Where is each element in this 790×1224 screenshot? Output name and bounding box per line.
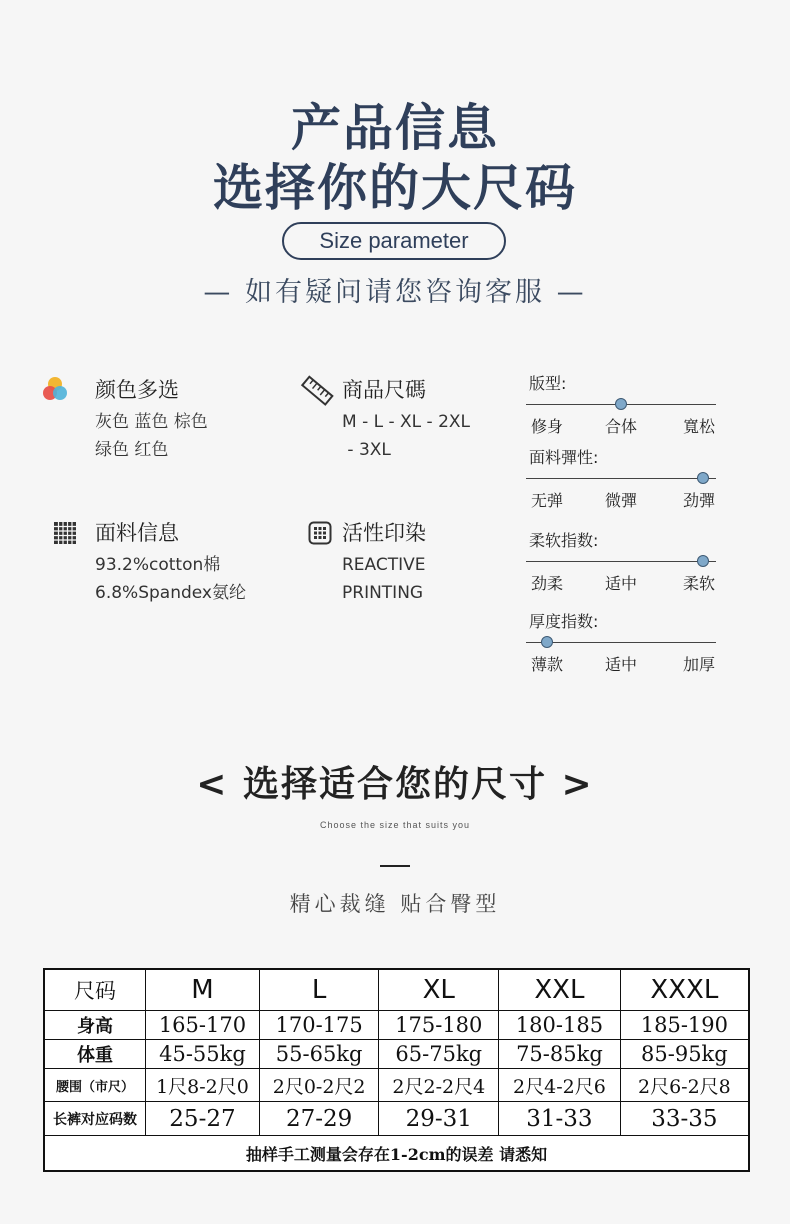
slider-option: 柔软 [683, 574, 716, 593]
table-cell: 2尺6-2尺8 [620, 1069, 749, 1102]
title-product-info: 产品信息 [291, 99, 499, 157]
slider-option: 薄款 [531, 655, 564, 674]
slider-option: 寬松 [683, 417, 716, 436]
slider-knob [697, 472, 709, 484]
choose-size-heading: < 选择适合您的尺寸 > [196, 764, 594, 805]
slider-option: 无弹 [531, 491, 564, 510]
feature-fabric-line1: 93.2%cotton棉 [95, 555, 221, 575]
feature-fabric-line2: 6.8%Spandex氨纶 [95, 583, 246, 603]
table-cell: 25-27 [146, 1102, 260, 1136]
feature-dye-line1: REACTIVE [342, 555, 426, 575]
feature-fabric-title: 面料信息 [95, 521, 179, 545]
table-cell: 55-65kg [259, 1040, 379, 1069]
table-cell: 1尺8-2尺0 [146, 1069, 260, 1102]
slider-option: 微彈 [605, 491, 638, 510]
slider-label: 版型: [529, 374, 567, 393]
table-cell: 27-29 [259, 1102, 379, 1136]
table-row [44, 1011, 749, 1040]
table-cell: 2尺4-2尺6 [499, 1069, 621, 1102]
divider [380, 865, 410, 867]
table-note-row [44, 1136, 749, 1172]
choose-size-subtitle-en: Choose the size that suits you [319, 820, 471, 830]
customer-service-subtitle: — 如有疑问请您咨询客服 — [203, 277, 587, 308]
title-choose-size: 选择你的大尺码 [213, 159, 577, 217]
slider-track [526, 478, 716, 479]
slider-option: 合体 [605, 417, 638, 436]
slider-option: 适中 [605, 655, 638, 674]
table-cell: 腰围（市尺） [44, 1069, 146, 1102]
slider-track [526, 642, 716, 643]
table-cell: 180-185 [499, 1011, 621, 1040]
feature-color-line2: 绿色 红色 [95, 440, 169, 460]
table-cell: 长裤对应码数 [44, 1102, 146, 1136]
feature-dye-line2: PRINTING [342, 583, 424, 603]
feature-size-line1: M - L - XL - 2XL [342, 412, 471, 432]
table-header-cell: XXL [499, 969, 621, 1011]
table-cell: 185-190 [620, 1011, 749, 1040]
slider-option: 适中 [605, 574, 638, 593]
measurement-note: 抽样手工测量会存在1-2cm的误差 请悉知 [44, 1136, 749, 1172]
feature-color-line1: 灰色 蓝色 棕色 [95, 412, 208, 432]
table-cell: 33-35 [620, 1102, 749, 1136]
slider-knob [615, 398, 627, 410]
slider-track [526, 561, 716, 562]
feature-color-title: 颜色多选 [95, 378, 179, 402]
feature-size-title: 商品尺碼 [342, 378, 426, 402]
table-cell: 31-33 [499, 1102, 621, 1136]
table-cell: 85-95kg [620, 1040, 749, 1069]
table-header-cell: 尺码 [44, 969, 146, 1011]
slider-option: 劲柔 [531, 574, 564, 593]
table-header-cell: M [146, 969, 260, 1011]
table-cell: 身高 [44, 1011, 146, 1040]
table-header-cell: L [259, 969, 379, 1011]
table-cell: 2尺0-2尺2 [259, 1069, 379, 1102]
size-table [43, 968, 750, 1172]
slider-option: 劲彈 [683, 491, 716, 510]
ruler-icon [300, 374, 334, 412]
fabric-grid-icon [53, 521, 77, 549]
table-header-row [44, 969, 749, 1011]
feature-size-line2: - 3XL [342, 440, 391, 460]
table-cell: 体重 [44, 1040, 146, 1069]
feature-dye-title: 活性印染 [342, 521, 426, 545]
size-parameter-badge: Size parameter [282, 222, 506, 260]
table-cell: 170-175 [259, 1011, 379, 1040]
table-cell: 175-180 [379, 1011, 499, 1040]
slider-label: 厚度指数: [529, 612, 599, 631]
table-row [44, 1102, 749, 1136]
slider-label: 柔软指数: [529, 531, 599, 550]
slider-knob [541, 636, 553, 648]
table-cell: 165-170 [146, 1011, 260, 1040]
dye-grid-icon [308, 521, 332, 549]
table-row [44, 1040, 749, 1069]
table-header-cell: XL [379, 969, 499, 1011]
table-row [44, 1069, 749, 1102]
slider-option: 修身 [531, 417, 564, 436]
choose-size-subtitle-cn: 精心裁缝 贴合臀型 [289, 892, 501, 916]
slider-knob [697, 555, 709, 567]
table-cell: 29-31 [379, 1102, 499, 1136]
table-cell: 65-75kg [379, 1040, 499, 1069]
table-cell: 2尺2-2尺4 [379, 1069, 499, 1102]
slider-option: 加厚 [683, 655, 716, 674]
table-header-cell: XXXL [620, 969, 749, 1011]
slider-label: 面料彈性: [529, 448, 599, 467]
table-cell: 45-55kg [146, 1040, 260, 1069]
table-cell: 75-85kg [499, 1040, 621, 1069]
color-dots-icon [40, 374, 70, 408]
